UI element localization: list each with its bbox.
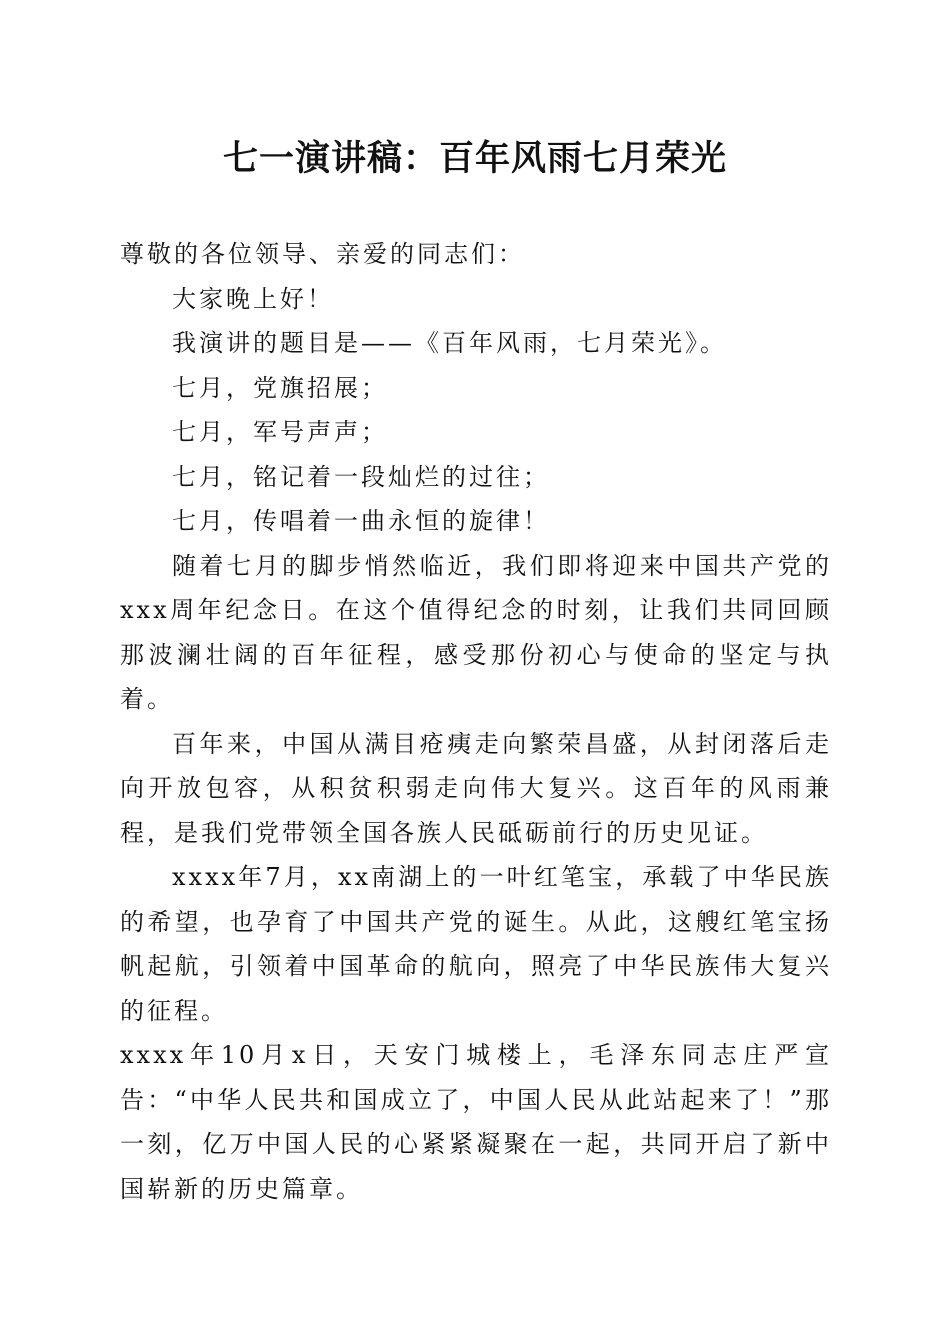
paragraph-founding: xxxx年7月，xx南湖上的一叶红笔宝，承载了中华民族的希望，也孕育了中国共产党的诞生。从此，这艘红笔宝扬帆起航，引领着中国革命的航向，照亮了中华民族伟大复兴的征程。 <box>120 863 832 1025</box>
paragraph-verse-1: 七月，党旗招展； <box>172 373 388 402</box>
paragraph-anniversary: 随着七月的脚步悄然临近，我们即将迎来中国共产党的xxx周年纪念日。在这个值得纪念的时刻，让我们共同回顾那波澜壮阔的百年征程，感受那份初心与使命的坚定与执着。 <box>120 551 832 713</box>
document-body <box>120 232 832 1211</box>
paragraph-verse-2: 七月，军号声声； <box>172 418 388 446</box>
paragraph-topic: 我演讲的题目是——《百年风雨，七月荣光》。 <box>172 329 727 357</box>
salutation: 尊敬的各位领导、亲爱的同志们： <box>120 240 525 268</box>
paragraph-greeting: 大家晚上好！ <box>172 284 334 313</box>
document-title: 七一演讲稿：百年风雨七月荣光 <box>222 138 727 179</box>
paragraph-founding-continued: xxxx年10月x日，天安门城楼上，毛泽东同志庄严宣告：“中华人民共和国成立了，中国人民从此站起来了！”那一刻，亿万中国人民的心紧紧凝聚在一起，共同开启了新中国崭新的历史篇章。 <box>120 1041 832 1203</box>
paragraph-verse-4: 七月，传唱着一曲永恒的旋律！ <box>172 507 550 535</box>
paragraph-verse-3: 七月，铭记着一段灿烂的过往； <box>172 462 550 491</box>
paragraph-century: 百年来，中国从满目疮痍走向繁荣昌盛，从封闭落后走向开放包容，从积贫积弱走向伟大复兴。这百年的风雨兼程，是我们党带领全国各族人民砥砺前行的历史见证。 <box>120 729 832 847</box>
